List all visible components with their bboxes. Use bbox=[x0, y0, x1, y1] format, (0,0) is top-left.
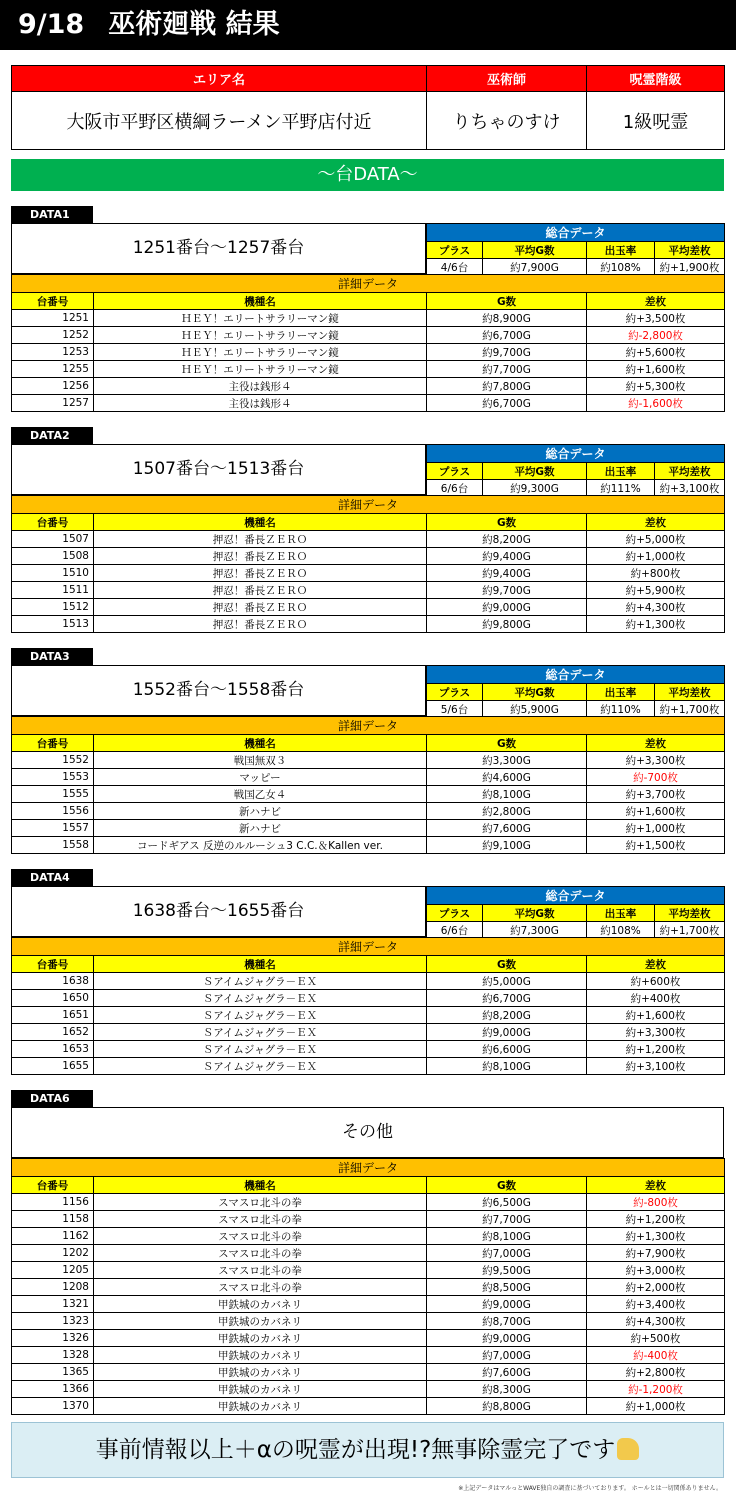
machine-number: 1162 bbox=[12, 1228, 94, 1245]
machine-number: 1366 bbox=[12, 1381, 94, 1398]
summary-plus: 5/6台 bbox=[427, 701, 483, 718]
summary-avg-games: 約5,900G bbox=[483, 701, 587, 718]
coin-difference: 約-400枚 bbox=[587, 1347, 725, 1364]
summary-avg-games: 約7,300G bbox=[483, 922, 587, 939]
coin-difference: 約+3,300枚 bbox=[587, 1024, 725, 1041]
summary-header-payout: 出玉率 bbox=[587, 463, 655, 480]
table-row bbox=[12, 565, 725, 582]
detail-caption: 詳細データ bbox=[12, 1159, 725, 1177]
table-row bbox=[12, 1194, 725, 1211]
rank-header: 呪霊階級 bbox=[587, 66, 725, 92]
machine-name: 新ハナビ bbox=[94, 820, 427, 837]
coin-difference: 約+1,600枚 bbox=[587, 803, 725, 820]
detail-table bbox=[11, 274, 725, 412]
machine-name: 甲鉄城のカバネリ bbox=[94, 1364, 427, 1381]
summary-plus: 6/6台 bbox=[427, 922, 483, 939]
machine-name: Ｓアイムジャグラ－ＥＸ bbox=[94, 973, 427, 990]
coin-difference: 約+5,900枚 bbox=[587, 582, 725, 599]
table-row bbox=[12, 1330, 725, 1347]
summary-payout: 約108% bbox=[587, 259, 655, 276]
game-count: 約8,100G bbox=[427, 1228, 587, 1245]
detail-table bbox=[11, 495, 725, 633]
machine-number: 1202 bbox=[12, 1245, 94, 1262]
summary-header-avg-games: 平均G数 bbox=[483, 905, 587, 922]
machine-number: 1158 bbox=[12, 1211, 94, 1228]
machine-name: 主役は銭形４ bbox=[94, 378, 427, 395]
summary-header-avg-games: 平均G数 bbox=[483, 463, 587, 480]
game-count: 約9,700G bbox=[427, 582, 587, 599]
game-count: 約7,000G bbox=[427, 1347, 587, 1364]
report-date: 9/18 bbox=[18, 9, 85, 40]
footer-message-box bbox=[11, 1422, 724, 1478]
coin-difference: 約+1,600枚 bbox=[587, 361, 725, 378]
summary-plus: 6/6台 bbox=[427, 480, 483, 497]
machine-number: 1557 bbox=[12, 820, 94, 837]
machine-number: 1370 bbox=[12, 1398, 94, 1415]
table-row bbox=[12, 1211, 725, 1228]
detail-header-games: G数 bbox=[427, 514, 587, 531]
machine-range: 1638番台～1655番台 bbox=[11, 886, 426, 937]
summary-header-avg-diff: 平均差枚 bbox=[655, 684, 725, 701]
detail-caption: 詳細データ bbox=[12, 496, 725, 514]
area-info-table bbox=[11, 65, 725, 150]
machine-name: スマスロ北斗の拳 bbox=[94, 1194, 427, 1211]
table-row bbox=[12, 752, 725, 769]
summary-avg-diff: 約+3,100枚 bbox=[655, 480, 725, 497]
machine-name: Ｓアイムジャグラ－ＥＸ bbox=[94, 1041, 427, 1058]
summary-avg-diff: 約+1,700枚 bbox=[655, 701, 725, 718]
machine-number: 1365 bbox=[12, 1364, 94, 1381]
summary-caption: 総合データ bbox=[427, 887, 725, 905]
machine-name: スマスロ北斗の拳 bbox=[94, 1262, 427, 1279]
game-count: 約9,100G bbox=[427, 837, 587, 854]
summary-plus: 4/6台 bbox=[427, 259, 483, 276]
section-tag: DATA2 bbox=[11, 427, 93, 444]
game-count: 約6,600G bbox=[427, 1041, 587, 1058]
detail-table bbox=[11, 716, 725, 854]
game-count: 約8,200G bbox=[427, 531, 587, 548]
machine-range: 1507番台～1513番台 bbox=[11, 444, 426, 495]
machine-name: 主役は銭形４ bbox=[94, 395, 427, 412]
machine-number: 1328 bbox=[12, 1347, 94, 1364]
table-row bbox=[12, 1381, 725, 1398]
game-count: 約7,800G bbox=[427, 378, 587, 395]
summary-avg-diff: 約+1,900枚 bbox=[655, 259, 725, 276]
machine-name: ＨＥＹ！エリートサラリーマン鏡 bbox=[94, 344, 427, 361]
table-row bbox=[12, 310, 725, 327]
summary-header-avg-games: 平均G数 bbox=[483, 242, 587, 259]
table-row bbox=[12, 1245, 725, 1262]
machine-name: スマスロ北斗の拳 bbox=[94, 1279, 427, 1296]
machine-number: 1208 bbox=[12, 1279, 94, 1296]
detail-table bbox=[11, 1158, 725, 1415]
shaman-header: 巫術師 bbox=[427, 66, 587, 92]
machine-number: 1555 bbox=[12, 786, 94, 803]
table-row bbox=[12, 1058, 725, 1075]
detail-header-diff: 差枚 bbox=[587, 514, 725, 531]
summary-table bbox=[426, 444, 725, 497]
machine-name: Ｓアイムジャグラ－ＥＸ bbox=[94, 1007, 427, 1024]
machine-name: 甲鉄城のカバネリ bbox=[94, 1313, 427, 1330]
machine-number: 1513 bbox=[12, 616, 94, 633]
detail-header-machine: 機種名 bbox=[94, 735, 427, 752]
machine-number: 1553 bbox=[12, 769, 94, 786]
machine-number: 1255 bbox=[12, 361, 94, 378]
machine-number: 1323 bbox=[12, 1313, 94, 1330]
table-row bbox=[12, 599, 725, 616]
summary-header-avg-diff: 平均差枚 bbox=[655, 463, 725, 480]
coin-difference: 約+5,600枚 bbox=[587, 344, 725, 361]
game-count: 約3,300G bbox=[427, 752, 587, 769]
table-row bbox=[12, 531, 725, 548]
machine-number: 1651 bbox=[12, 1007, 94, 1024]
table-row bbox=[12, 973, 725, 990]
machine-number: 1252 bbox=[12, 327, 94, 344]
detail-header-games: G数 bbox=[427, 735, 587, 752]
table-row bbox=[12, 1262, 725, 1279]
detail-header-diff: 差枚 bbox=[587, 735, 725, 752]
coin-difference: 約+1,000枚 bbox=[587, 1398, 725, 1415]
machine-number: 1558 bbox=[12, 837, 94, 854]
coin-difference: 約+3,100枚 bbox=[587, 1058, 725, 1075]
table-row bbox=[12, 1296, 725, 1313]
detail-header-diff: 差枚 bbox=[587, 293, 725, 310]
summary-header-plus: プラス bbox=[427, 463, 483, 480]
machine-number: 1511 bbox=[12, 582, 94, 599]
coin-difference: 約+5,300枚 bbox=[587, 378, 725, 395]
table-row bbox=[12, 1228, 725, 1245]
section-tag: DATA6 bbox=[11, 1090, 93, 1107]
game-count: 約9,000G bbox=[427, 1296, 587, 1313]
summary-header-payout: 出玉率 bbox=[587, 242, 655, 259]
table-row bbox=[12, 1313, 725, 1330]
summary-payout: 約108% bbox=[587, 922, 655, 939]
coin-difference: 約+1,000枚 bbox=[587, 548, 725, 565]
machine-number: 1552 bbox=[12, 752, 94, 769]
coin-difference: 約+1,600枚 bbox=[587, 1007, 725, 1024]
game-count: 約7,600G bbox=[427, 1364, 587, 1381]
table-row bbox=[12, 1041, 725, 1058]
footer-message: 事前情報以上＋αの呪霊が出現!?無事除霊完了です bbox=[95, 1437, 616, 1463]
summary-header-payout: 出玉率 bbox=[587, 684, 655, 701]
detail-header-diff: 差枚 bbox=[587, 1177, 725, 1194]
summary-caption: 総合データ bbox=[427, 224, 725, 242]
game-count: 約9,000G bbox=[427, 1024, 587, 1041]
table-row bbox=[12, 344, 725, 361]
machine-name: 押忍！番長ＺＥＲＯ bbox=[94, 531, 427, 548]
detail-caption: 詳細データ bbox=[12, 717, 725, 735]
coin-difference: 約+2,000枚 bbox=[587, 1279, 725, 1296]
area-name: 大阪市平野区横綱ラーメン平野店付近 bbox=[12, 92, 427, 150]
detail-header-diff: 差枚 bbox=[587, 956, 725, 973]
coin-difference: 約+400枚 bbox=[587, 990, 725, 1007]
machine-number: 1508 bbox=[12, 548, 94, 565]
coin-difference: 約+800枚 bbox=[587, 565, 725, 582]
summary-table bbox=[426, 223, 725, 276]
disclaimer-note: ※上記データはマルっとWAVE独自の調査に基づいております。 ホールとは一切関係ありません。 bbox=[458, 1485, 722, 1492]
detail-caption: 詳細データ bbox=[12, 275, 725, 293]
machine-name: Ｓアイムジャグラ－ＥＸ bbox=[94, 990, 427, 1007]
table-row bbox=[12, 803, 725, 820]
machine-name: Ｓアイムジャグラ－ＥＸ bbox=[94, 1058, 427, 1075]
spirit-rank: 1級呪霊 bbox=[587, 92, 725, 150]
coin-difference: 約+1,200枚 bbox=[587, 1041, 725, 1058]
summary-table bbox=[426, 886, 725, 939]
table-row bbox=[12, 1364, 725, 1381]
summary-header-plus: プラス bbox=[427, 905, 483, 922]
coin-difference: 約+1,300枚 bbox=[587, 616, 725, 633]
coin-difference: 約+1,500枚 bbox=[587, 837, 725, 854]
detail-header-number: 台番号 bbox=[12, 1177, 94, 1194]
game-count: 約7,700G bbox=[427, 1211, 587, 1228]
game-count: 約6,700G bbox=[427, 395, 587, 412]
coin-difference: 約+1,000枚 bbox=[587, 820, 725, 837]
summary-avg-diff: 約+1,700枚 bbox=[655, 922, 725, 939]
table-row bbox=[12, 820, 725, 837]
machine-name: スマスロ北斗の拳 bbox=[94, 1211, 427, 1228]
game-count: 約8,200G bbox=[427, 1007, 587, 1024]
table-row bbox=[12, 1347, 725, 1364]
coin-difference: 約+3,500枚 bbox=[587, 310, 725, 327]
machine-name: ＨＥＹ！エリートサラリーマン鏡 bbox=[94, 361, 427, 378]
game-count: 約8,100G bbox=[427, 786, 587, 803]
coin-difference: 約+3,000枚 bbox=[587, 1262, 725, 1279]
coin-difference: 約+600枚 bbox=[587, 973, 725, 990]
detail-header-machine: 機種名 bbox=[94, 293, 427, 310]
area-header: エリア名 bbox=[12, 66, 427, 92]
game-count: 約2,800G bbox=[427, 803, 587, 820]
other-title: その他 bbox=[11, 1107, 724, 1158]
table-row bbox=[12, 837, 725, 854]
machine-name: 甲鉄城のカバネリ bbox=[94, 1347, 427, 1364]
table-row bbox=[12, 786, 725, 803]
game-count: 約8,300G bbox=[427, 1381, 587, 1398]
game-count: 約7,600G bbox=[427, 820, 587, 837]
table-row bbox=[12, 548, 725, 565]
table-row bbox=[12, 582, 725, 599]
machine-number: 1652 bbox=[12, 1024, 94, 1041]
game-count: 約4,600G bbox=[427, 769, 587, 786]
machine-name: マッピー bbox=[94, 769, 427, 786]
data-section-title: ～台DATA～ bbox=[11, 159, 724, 191]
table-row bbox=[12, 378, 725, 395]
machine-name: 戦国無双３ bbox=[94, 752, 427, 769]
machine-name: 押忍！番長ＺＥＲＯ bbox=[94, 599, 427, 616]
summary-table bbox=[426, 665, 725, 718]
machine-name: ＨＥＹ！エリートサラリーマン鏡 bbox=[94, 327, 427, 344]
machine-number: 1638 bbox=[12, 973, 94, 990]
table-row bbox=[12, 616, 725, 633]
machine-number: 1251 bbox=[12, 310, 94, 327]
machine-name: 甲鉄城のカバネリ bbox=[94, 1398, 427, 1415]
coin-difference: 約+4,300枚 bbox=[587, 599, 725, 616]
game-count: 約9,000G bbox=[427, 599, 587, 616]
machine-number: 1326 bbox=[12, 1330, 94, 1347]
table-row bbox=[12, 327, 725, 344]
machine-number: 1510 bbox=[12, 565, 94, 582]
machine-number: 1507 bbox=[12, 531, 94, 548]
table-row bbox=[12, 1279, 725, 1296]
coin-difference: 約+2,800枚 bbox=[587, 1364, 725, 1381]
thumbs-up-icon bbox=[617, 1438, 639, 1460]
game-count: 約9,400G bbox=[427, 548, 587, 565]
machine-number: 1556 bbox=[12, 803, 94, 820]
detail-header-number: 台番号 bbox=[12, 735, 94, 752]
game-count: 約8,900G bbox=[427, 310, 587, 327]
machine-number: 1512 bbox=[12, 599, 94, 616]
section-tag: DATA3 bbox=[11, 648, 93, 665]
coin-difference: 約-800枚 bbox=[587, 1194, 725, 1211]
coin-difference: 約-2,800枚 bbox=[587, 327, 725, 344]
machine-name: 甲鉄城のカバネリ bbox=[94, 1296, 427, 1313]
machine-number: 1256 bbox=[12, 378, 94, 395]
coin-difference: 約+3,400枚 bbox=[587, 1296, 725, 1313]
machine-number: 1257 bbox=[12, 395, 94, 412]
summary-header-plus: プラス bbox=[427, 242, 483, 259]
machine-number: 1253 bbox=[12, 344, 94, 361]
table-row bbox=[12, 1024, 725, 1041]
game-count: 約9,500G bbox=[427, 1262, 587, 1279]
detail-header-games: G数 bbox=[427, 956, 587, 973]
machine-name: 押忍！番長ＺＥＲＯ bbox=[94, 582, 427, 599]
game-count: 約6,500G bbox=[427, 1194, 587, 1211]
machine-number: 1205 bbox=[12, 1262, 94, 1279]
machine-name: 甲鉄城のカバネリ bbox=[94, 1381, 427, 1398]
coin-difference: 約+3,700枚 bbox=[587, 786, 725, 803]
section-tag: DATA4 bbox=[11, 869, 93, 886]
summary-header-plus: プラス bbox=[427, 684, 483, 701]
summary-caption: 総合データ bbox=[427, 666, 725, 684]
machine-name: 押忍！番長ＺＥＲＯ bbox=[94, 616, 427, 633]
summary-header-payout: 出玉率 bbox=[587, 905, 655, 922]
summary-caption: 総合データ bbox=[427, 445, 725, 463]
game-count: 約9,800G bbox=[427, 616, 587, 633]
coin-difference: 約+5,000枚 bbox=[587, 531, 725, 548]
detail-header-games: G数 bbox=[427, 293, 587, 310]
coin-difference: 約-1,200枚 bbox=[587, 1381, 725, 1398]
table-row bbox=[12, 1007, 725, 1024]
machine-name: 甲鉄城のカバネリ bbox=[94, 1330, 427, 1347]
machine-name: 押忍！番長ＺＥＲＯ bbox=[94, 565, 427, 582]
detail-header-number: 台番号 bbox=[12, 514, 94, 531]
table-row bbox=[12, 395, 725, 412]
machine-number: 1156 bbox=[12, 1194, 94, 1211]
detail-header-number: 台番号 bbox=[12, 293, 94, 310]
coin-difference: 約+7,900枚 bbox=[587, 1245, 725, 1262]
machine-name: スマスロ北斗の拳 bbox=[94, 1245, 427, 1262]
machine-name: スマスロ北斗の拳 bbox=[94, 1228, 427, 1245]
title-bar bbox=[0, 0, 736, 50]
machine-name: コードギアス 反逆のルルーシュ3 C.C.＆Kallen ver. bbox=[94, 837, 427, 854]
detail-header-games: G数 bbox=[427, 1177, 587, 1194]
detail-header-machine: 機種名 bbox=[94, 956, 427, 973]
summary-header-avg-diff: 平均差枚 bbox=[655, 242, 725, 259]
detail-header-machine: 機種名 bbox=[94, 1177, 427, 1194]
detail-header-machine: 機種名 bbox=[94, 514, 427, 531]
summary-header-avg-games: 平均G数 bbox=[483, 684, 587, 701]
coin-difference: 約-1,600枚 bbox=[587, 395, 725, 412]
machine-number: 1653 bbox=[12, 1041, 94, 1058]
coin-difference: 約+500枚 bbox=[587, 1330, 725, 1347]
coin-difference: 約+1,300枚 bbox=[587, 1228, 725, 1245]
report-title: 巫術廻戦 結果 bbox=[108, 9, 280, 40]
game-count: 約8,500G bbox=[427, 1279, 587, 1296]
table-row bbox=[12, 769, 725, 786]
machine-name: Ｓアイムジャグラ－ＥＸ bbox=[94, 1024, 427, 1041]
summary-avg-games: 約7,900G bbox=[483, 259, 587, 276]
game-count: 約8,700G bbox=[427, 1313, 587, 1330]
machine-name: ＨＥＹ！エリートサラリーマン鏡 bbox=[94, 310, 427, 327]
game-count: 約6,700G bbox=[427, 327, 587, 344]
detail-caption: 詳細データ bbox=[12, 938, 725, 956]
summary-header-avg-diff: 平均差枚 bbox=[655, 905, 725, 922]
coin-difference: 約+4,300枚 bbox=[587, 1313, 725, 1330]
game-count: 約8,800G bbox=[427, 1398, 587, 1415]
machine-number: 1321 bbox=[12, 1296, 94, 1313]
coin-difference: 約+3,300枚 bbox=[587, 752, 725, 769]
coin-difference: 約+1,200枚 bbox=[587, 1211, 725, 1228]
summary-payout: 約110% bbox=[587, 701, 655, 718]
game-count: 約7,000G bbox=[427, 1245, 587, 1262]
machine-range: 1251番台～1257番台 bbox=[11, 223, 426, 274]
shaman-name: りちゃのすけ bbox=[427, 92, 587, 150]
game-count: 約7,700G bbox=[427, 361, 587, 378]
table-row bbox=[12, 990, 725, 1007]
game-count: 約9,400G bbox=[427, 565, 587, 582]
coin-difference: 約-700枚 bbox=[587, 769, 725, 786]
machine-range: 1552番台～1558番台 bbox=[11, 665, 426, 716]
summary-payout: 約111% bbox=[587, 480, 655, 497]
section-tag: DATA1 bbox=[11, 206, 93, 223]
machine-number: 1655 bbox=[12, 1058, 94, 1075]
machine-name: 戦国乙女４ bbox=[94, 786, 427, 803]
detail-header-number: 台番号 bbox=[12, 956, 94, 973]
machine-name: 押忍！番長ＺＥＲＯ bbox=[94, 548, 427, 565]
game-count: 約9,000G bbox=[427, 1330, 587, 1347]
table-row bbox=[12, 1398, 725, 1415]
machine-number: 1650 bbox=[12, 990, 94, 1007]
game-count: 約8,100G bbox=[427, 1058, 587, 1075]
game-count: 約6,700G bbox=[427, 990, 587, 1007]
summary-avg-games: 約9,300G bbox=[483, 480, 587, 497]
table-row bbox=[12, 361, 725, 378]
detail-table bbox=[11, 937, 725, 1075]
game-count: 約9,700G bbox=[427, 344, 587, 361]
game-count: 約5,000G bbox=[427, 973, 587, 990]
machine-name: 新ハナビ bbox=[94, 803, 427, 820]
main-content bbox=[0, 50, 736, 1497]
